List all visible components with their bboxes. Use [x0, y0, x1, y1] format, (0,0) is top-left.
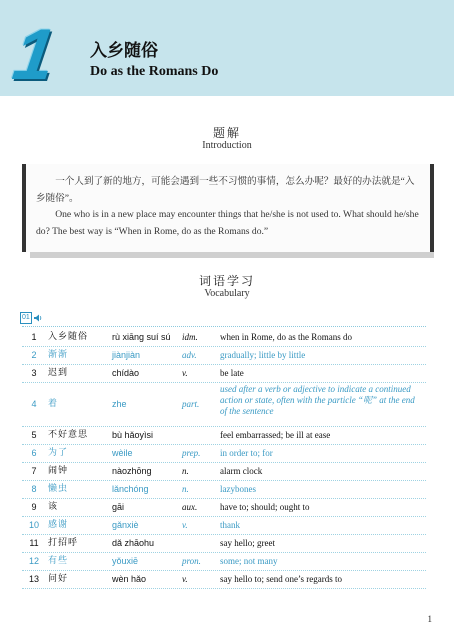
vocabulary-row	[22, 382, 426, 427]
vocab-hanzi: 着	[48, 399, 59, 409]
vocabulary-row	[22, 534, 426, 553]
vocab-number: 5	[31, 430, 37, 440]
vocab-hanzi: 不好意思	[48, 430, 89, 440]
vocab-hanzi: 打招呼	[48, 538, 79, 548]
vocab-number: 4	[31, 399, 37, 409]
vocab-part-of-speech: v.	[182, 574, 188, 584]
vocab-part-of-speech: aux.	[182, 502, 198, 512]
introduction-heading-zh: 题解	[212, 126, 241, 140]
vocab-part-of-speech: prep.	[182, 448, 201, 458]
page-number: 1	[427, 614, 432, 624]
vocab-pinyin: yǒuxiē	[112, 556, 139, 566]
introduction-text-en: One who is in a new place may encounter things that he/she is not used to. What should he/she do? The best way is “When in Rome, do as the Romans do.”	[36, 209, 419, 237]
introduction-box	[22, 164, 434, 252]
vocab-pinyin: bù hǎoyìsi	[112, 430, 154, 440]
vocab-hanzi: 该	[48, 502, 59, 512]
vocabulary-row	[22, 328, 426, 347]
vocabulary-top-rule	[22, 326, 426, 327]
vocabulary-row	[22, 444, 426, 463]
vocab-pinyin: wèile	[112, 448, 133, 458]
vocab-hanzi: 为了	[48, 448, 69, 458]
vocab-definition: say hello; greet	[220, 538, 275, 548]
vocab-definition: in order to; for	[220, 448, 273, 458]
vocab-number: 10	[28, 520, 39, 530]
vocab-number: 6	[31, 448, 37, 458]
vocab-hanzi: 闹钟	[48, 466, 69, 476]
vocab-definition: lazybones	[220, 484, 256, 494]
vocab-hanzi: 有些	[48, 556, 69, 566]
vocab-definition: when in Rome, do as the Romans do	[220, 332, 352, 342]
vocab-definition: feel embarrassed; be ill at ease	[220, 430, 331, 440]
vocab-definition: used after a verb or adjective to indicate a continued action or state, often with the particle “呢” at the end of the sentence	[220, 384, 415, 416]
vocab-number: 9	[31, 502, 37, 512]
vocab-number: 3	[31, 368, 37, 378]
vocab-pinyin: dǎ zhāohu	[112, 538, 155, 548]
lesson-title-zh: 入乡随俗	[90, 41, 158, 61]
vocab-pinyin: rù xiāng suí sú	[112, 332, 171, 342]
audio-track-number: 01	[20, 312, 32, 324]
vocab-hanzi: 感谢	[48, 520, 69, 530]
vocab-part-of-speech: v.	[182, 368, 188, 378]
vocab-definition: be late	[220, 368, 244, 378]
vocab-part-of-speech: idm.	[182, 332, 198, 342]
vocabulary-row	[22, 480, 426, 499]
vocab-number: 12	[28, 556, 39, 566]
vocab-pinyin: chídào	[112, 368, 140, 378]
vocab-pinyin: zhe	[112, 399, 127, 409]
introduction-text	[36, 174, 420, 240]
vocab-part-of-speech: n.	[182, 484, 189, 494]
vocab-pinyin: gāi	[112, 502, 125, 512]
vocab-hanzi: 懒虫	[48, 484, 69, 494]
vocab-definition: some; not many	[220, 556, 278, 566]
vocab-pinyin: jiànjiàn	[112, 350, 141, 360]
audio-track-badge[interactable]	[20, 312, 43, 324]
vocab-definition: alarm clock	[220, 466, 263, 476]
vocab-pinyin: lǎnchóng	[112, 484, 149, 494]
vocabulary-row	[22, 346, 426, 365]
vocab-number: 2	[31, 350, 37, 360]
vocab-definition: thank	[220, 520, 240, 530]
vocabulary-row	[22, 364, 426, 383]
vocabulary-heading-en: Vocabulary	[204, 288, 250, 299]
vocab-definition: have to; should; ought to	[220, 502, 310, 512]
vocab-number: 13	[28, 574, 39, 584]
vocab-definition: say hello to; send one’s regards to	[220, 574, 342, 584]
vocab-number: 8	[31, 484, 37, 494]
vocab-definition: gradually; little by little	[220, 350, 306, 360]
vocab-part-of-speech: v.	[182, 520, 188, 530]
lesson-number: 1	[8, 15, 60, 95]
vocabulary-row	[22, 516, 426, 535]
vocab-hanzi: 问好	[48, 574, 69, 584]
vocab-number: 7	[31, 466, 37, 476]
vocab-hanzi: 入乡随俗	[48, 332, 89, 342]
vocab-part-of-speech: adv.	[182, 350, 197, 360]
vocab-part-of-speech: pron.	[182, 556, 201, 566]
vocab-number: 1	[31, 332, 37, 342]
vocab-pinyin: gǎnxiè	[112, 520, 139, 530]
vocab-number: 11	[29, 538, 39, 548]
introduction-heading-en: Introduction	[202, 140, 252, 151]
lesson-title-en: Do as the Romans Do	[90, 64, 219, 79]
vocab-part-of-speech: part.	[182, 399, 200, 409]
vocabulary-row	[22, 552, 426, 571]
vocabulary-row	[22, 498, 426, 517]
vocab-pinyin: wèn hǎo	[112, 574, 147, 584]
vocabulary-heading-zh: 词语学习	[198, 274, 255, 288]
vocabulary-row	[22, 426, 426, 445]
vocab-hanzi: 迟到	[48, 368, 69, 378]
introduction-text-zh: 一个人到了新的地方，可能会遇到一些不习惯的事情，怎么办呢？最好的办法就是“入乡随俗”。	[36, 176, 415, 204]
vocabulary-row	[22, 570, 426, 589]
vocabulary-row	[22, 462, 426, 481]
vocab-pinyin: nàozhōng	[112, 466, 152, 476]
vocab-part-of-speech: n.	[182, 466, 189, 476]
speaker-icon	[33, 313, 43, 323]
vocab-hanzi: 渐渐	[48, 350, 69, 360]
